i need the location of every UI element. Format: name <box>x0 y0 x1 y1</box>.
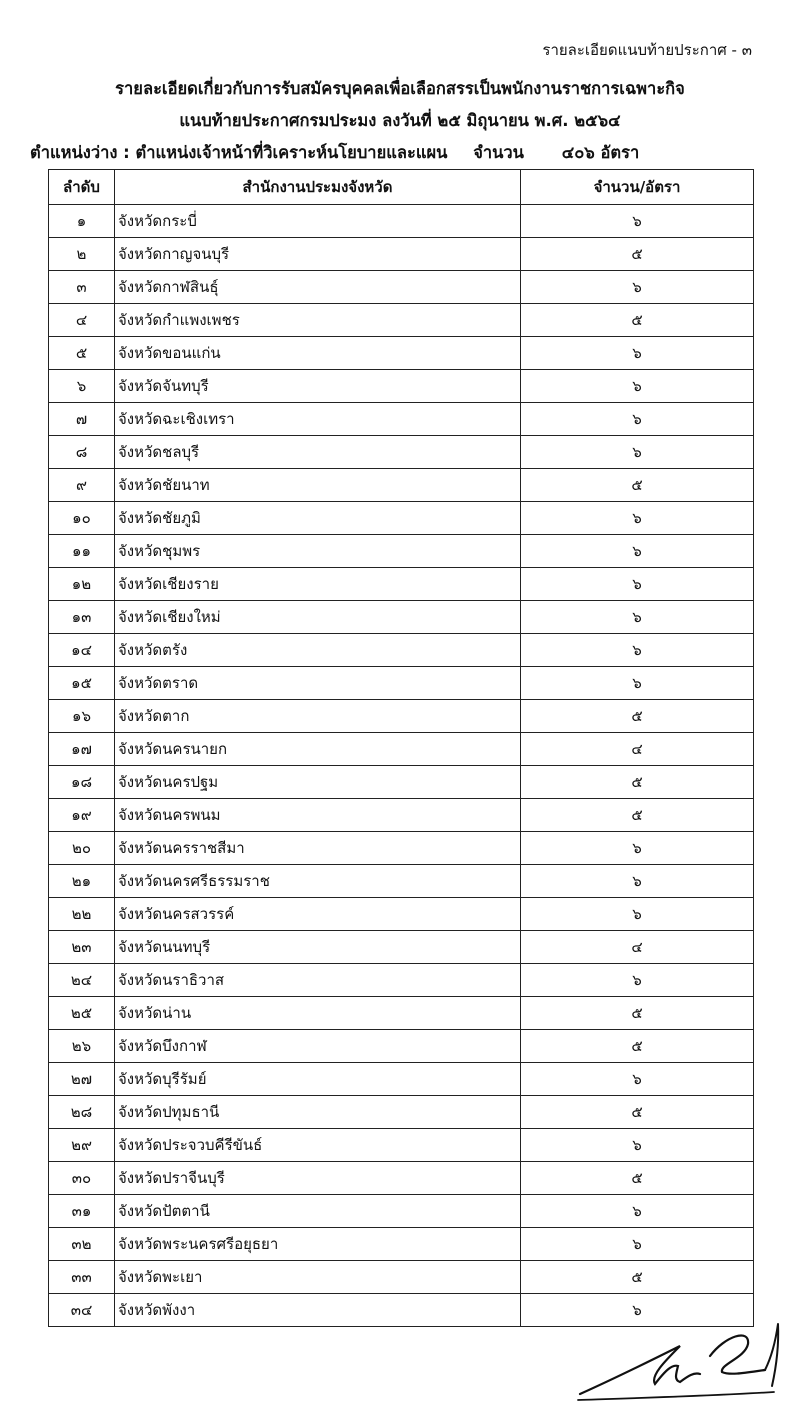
office-name: จังหวัดนครพนม <box>115 799 521 832</box>
row-number: ๓ <box>49 271 115 304</box>
position-line <box>30 140 639 166</box>
quota-count: ๖ <box>521 568 754 601</box>
row-number: ๓๒ <box>49 1228 115 1261</box>
quota-count: ๖ <box>521 403 754 436</box>
office-name: จังหวัดพังงา <box>115 1294 521 1327</box>
office-name: จังหวัดบุรีรัมย์ <box>115 1063 521 1096</box>
row-number: ๒๙ <box>49 1129 115 1162</box>
quota-count: ๕ <box>521 799 754 832</box>
table-row <box>49 403 754 436</box>
quota-table <box>48 169 754 1327</box>
row-number: ๒ <box>49 238 115 271</box>
quota-count: ๖ <box>521 667 754 700</box>
table-row <box>49 634 754 667</box>
office-name: จังหวัดกาฬสินธุ์ <box>115 271 521 304</box>
row-number: ๗ <box>49 403 115 436</box>
table-body <box>49 205 754 1327</box>
office-name: จังหวัดขอนแก่น <box>115 337 521 370</box>
quota-count: ๖ <box>521 502 754 535</box>
table-row <box>49 337 754 370</box>
office-name: จังหวัดชลบุรี <box>115 436 521 469</box>
table-row <box>49 1261 754 1294</box>
table-row <box>49 1129 754 1162</box>
table-row <box>49 898 754 931</box>
office-name: จังหวัดกำแพงเพชร <box>115 304 521 337</box>
office-name: จังหวัดจันทบุรี <box>115 370 521 403</box>
table-row <box>49 700 754 733</box>
table-row <box>49 799 754 832</box>
table-row <box>49 535 754 568</box>
table-row <box>49 304 754 337</box>
row-number: ๓๑ <box>49 1195 115 1228</box>
table-row <box>49 766 754 799</box>
office-name: จังหวัดนครนายก <box>115 733 521 766</box>
office-name: จังหวัดกระบี่ <box>115 205 521 238</box>
table-row <box>49 1195 754 1228</box>
quota-count: ๕ <box>521 238 754 271</box>
position-name: ตำแหน่งเจ้าหน้าที่วิเคราะห์นโยบายและแผน <box>135 143 448 162</box>
quota-count: ๖ <box>521 337 754 370</box>
office-name: จังหวัดตรัง <box>115 634 521 667</box>
row-number: ๑๐ <box>49 502 115 535</box>
quota-count: ๖ <box>521 1294 754 1327</box>
office-name: จังหวัดชุมพร <box>115 535 521 568</box>
quota-count: ๕ <box>521 1261 754 1294</box>
row-number: ๒๕ <box>49 997 115 1030</box>
quota-count: ๖ <box>521 436 754 469</box>
quota-count: ๖ <box>521 634 754 667</box>
row-number: ๖ <box>49 370 115 403</box>
table-row <box>49 1162 754 1195</box>
row-number: ๔ <box>49 304 115 337</box>
table-row <box>49 832 754 865</box>
row-number: ๑๑ <box>49 535 115 568</box>
table-row <box>49 997 754 1030</box>
quota-count: ๖ <box>521 865 754 898</box>
office-name: จังหวัดประจวบคีรีขันธ์ <box>115 1129 521 1162</box>
signature <box>560 1316 790 1406</box>
quota-value: ๔๐๖ <box>561 143 595 162</box>
row-number: ๑๕ <box>49 667 115 700</box>
row-number: ๑๒ <box>49 568 115 601</box>
quota-count: ๖ <box>521 1195 754 1228</box>
quota-count: ๕ <box>521 1030 754 1063</box>
table-row <box>49 205 754 238</box>
row-number: ๓๔ <box>49 1294 115 1327</box>
quota-count: ๖ <box>521 1129 754 1162</box>
row-number: ๙ <box>49 469 115 502</box>
office-name: จังหวัดเชียงราย <box>115 568 521 601</box>
quota-count: ๖ <box>521 535 754 568</box>
row-number: ๒๘ <box>49 1096 115 1129</box>
quota-count: ๔ <box>521 733 754 766</box>
table-row <box>49 502 754 535</box>
office-name: จังหวัดนครศรีธรรมราช <box>115 865 521 898</box>
row-number: ๒๓ <box>49 931 115 964</box>
table-row <box>49 436 754 469</box>
row-number: ๒๒ <box>49 898 115 931</box>
quota-count: ๕ <box>521 700 754 733</box>
row-number: ๒๖ <box>49 1030 115 1063</box>
row-number: ๑๘ <box>49 766 115 799</box>
office-name: จังหวัดนนทบุรี <box>115 931 521 964</box>
table-row <box>49 238 754 271</box>
office-name: จังหวัดตาก <box>115 700 521 733</box>
row-number: ๑ <box>49 205 115 238</box>
quota-count: ๖ <box>521 1228 754 1261</box>
table-row <box>49 1063 754 1096</box>
office-name: จังหวัดนครปฐม <box>115 766 521 799</box>
office-name: จังหวัดชัยภูมิ <box>115 502 521 535</box>
quota-count: ๕ <box>521 997 754 1030</box>
office-name: จังหวัดนราธิวาส <box>115 964 521 997</box>
column-header-office: สำนักงานประมงจังหวัด <box>115 170 521 205</box>
office-name: จังหวัดพะเยา <box>115 1261 521 1294</box>
quota-count: ๖ <box>521 832 754 865</box>
column-header-count: จำนวน/อัตรา <box>521 170 754 205</box>
office-name: จังหวัดเชียงใหม่ <box>115 601 521 634</box>
office-name: จังหวัดฉะเชิงเทรา <box>115 403 521 436</box>
row-number: ๘ <box>49 436 115 469</box>
office-name: จังหวัดกาญจนบุรี <box>115 238 521 271</box>
office-name: จังหวัดชัยนาท <box>115 469 521 502</box>
quota-count: ๕ <box>521 469 754 502</box>
quota-count: ๖ <box>521 370 754 403</box>
office-name: จังหวัดพระนครศรีอยุธยา <box>115 1228 521 1261</box>
quota-count: ๖ <box>521 1063 754 1096</box>
position-label: ตำแหน่งว่าง : <box>30 143 130 162</box>
office-name: จังหวัดปทุมธานี <box>115 1096 521 1129</box>
row-number: ๕ <box>49 337 115 370</box>
table-row <box>49 964 754 997</box>
office-name: จังหวัดนครสวรรค์ <box>115 898 521 931</box>
row-number: ๒๑ <box>49 865 115 898</box>
quota-count: ๕ <box>521 1096 754 1129</box>
column-header-no: ลำดับ <box>49 170 115 205</box>
table-row <box>49 568 754 601</box>
table-row <box>49 733 754 766</box>
table-row <box>49 469 754 502</box>
quota-count: ๕ <box>521 1162 754 1195</box>
document-subtitle: แนบท้ายประกาศกรมประมง ลงวันที่ ๒๕ มิถุนายน พ.ศ. ๒๕๖๔ <box>179 111 621 130</box>
row-number: ๑๓ <box>49 601 115 634</box>
office-name: จังหวัดปัตตานี <box>115 1195 521 1228</box>
table-row <box>49 271 754 304</box>
row-number: ๑๗ <box>49 733 115 766</box>
table-header-row <box>49 170 754 205</box>
quota-count: ๖ <box>521 964 754 997</box>
office-name: จังหวัดตราด <box>115 667 521 700</box>
table-row <box>49 601 754 634</box>
quota-count: ๖ <box>521 601 754 634</box>
page-reference: รายละเอียดแนบท้ายประกาศ - ๓ <box>542 41 752 59</box>
quota-count: ๕ <box>521 304 754 337</box>
quota-count: ๕ <box>521 766 754 799</box>
quota-unit: อัตรา <box>600 143 640 162</box>
quota-count: ๔ <box>521 931 754 964</box>
table-row <box>49 1096 754 1129</box>
quota-count: ๖ <box>521 205 754 238</box>
row-number: ๑๖ <box>49 700 115 733</box>
table-row <box>49 931 754 964</box>
office-name: จังหวัดบึงกาฬ <box>115 1030 521 1063</box>
quota-count: ๖ <box>521 898 754 931</box>
row-number: ๑๙ <box>49 799 115 832</box>
row-number: ๓๐ <box>49 1162 115 1195</box>
row-number: ๒๔ <box>49 964 115 997</box>
document-title: รายละเอียดเกี่ยวกับการรับสมัครบุคคลเพื่อเลือกสรรเป็นพนักงานราชการเฉพาะกิจ <box>115 79 685 98</box>
table-row <box>49 1030 754 1063</box>
row-number: ๒๐ <box>49 832 115 865</box>
office-name: จังหวัดปราจีนบุรี <box>115 1162 521 1195</box>
row-number: ๒๗ <box>49 1063 115 1096</box>
quota-label: จำนวน <box>473 143 524 162</box>
row-number: ๓๓ <box>49 1261 115 1294</box>
office-name: จังหวัดน่าน <box>115 997 521 1030</box>
quota-count: ๖ <box>521 271 754 304</box>
office-name: จังหวัดนครราชสีมา <box>115 832 521 865</box>
table-row <box>49 865 754 898</box>
table-row <box>49 667 754 700</box>
row-number: ๑๔ <box>49 634 115 667</box>
table-row <box>49 370 754 403</box>
table-row <box>49 1228 754 1261</box>
